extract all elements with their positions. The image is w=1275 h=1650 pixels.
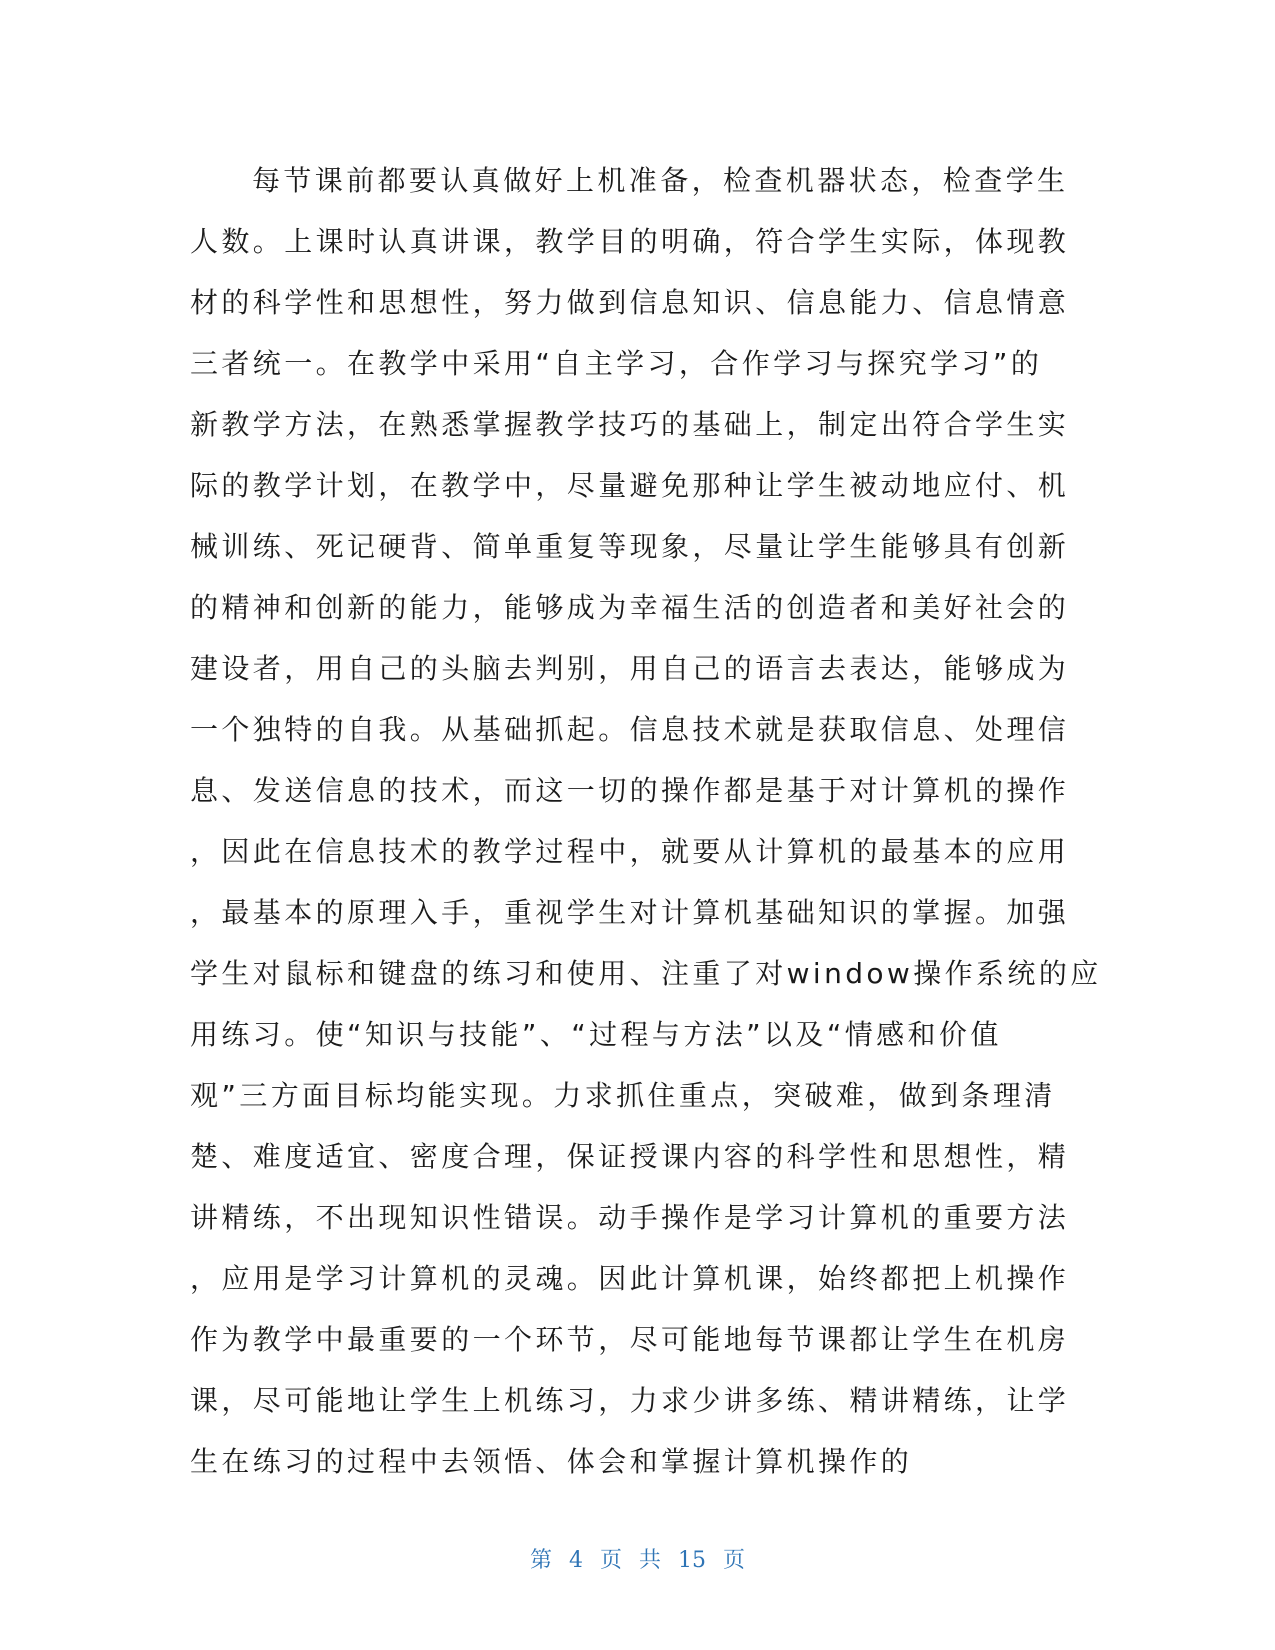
- paragraph-line-2: 人数。上课时认真讲课，教学目的明确，符合学生实际，体现教: [190, 225, 1070, 258]
- paragraph-line-19: ，应用是学习计算机的灵魂。因此计算机课，始终都把上机操作: [190, 1262, 1070, 1295]
- paragraph-line-16: 观”三方面目标均能实现。力求抓住重点，突破难，做到条理清: [190, 1079, 1056, 1112]
- page-number-footer: 第 4 页 共 15 页: [530, 1548, 745, 1573]
- paragraph-line-4: 三者统一。在教学中采用“自主学习，合作学习与探究学习”的: [190, 347, 1043, 380]
- paragraph-line-5: 新教学方法，在熟悉掌握教学技巧的基础上，制定出符合学生实: [190, 408, 1070, 441]
- paragraph-line-1: 每节课前都要认真做好上机准备，检查机器状态，检查学生: [252, 164, 1069, 197]
- paragraph-line-6: 际的教学计划，在教学中，尽量避免那种让学生被动地应付、机: [190, 469, 1070, 502]
- paragraph-line-12: ，因此在信息技术的教学过程中，就要从计算机的最基本的应用: [190, 835, 1070, 868]
- paragraph-line-11: 息、发送信息的技术，而这一切的操作都是基于对计算机的操作: [190, 774, 1070, 807]
- paragraph-line-9: 建设者，用自己的头脑去判别，用自己的语言去表达，能够成为: [190, 652, 1070, 685]
- paragraph-line-10: 一个独特的自我。从基础抓起。信息技术就是获取信息、处理信: [190, 713, 1070, 746]
- paragraph-line-21: 课，尽可能地让学生上机练习，力求少讲多练、精讲精练，让学: [190, 1384, 1070, 1417]
- paragraph-line-13: ，最基本的原理入手，重视学生对计算机基础知识的掌握。加强: [190, 896, 1070, 929]
- paragraph-line-22: 生在练习的过程中去领悟、体会和掌握计算机操作的: [190, 1445, 913, 1478]
- paragraph-line-18: 讲精练，不出现知识性错误。动手操作是学习计算机的重要方法: [190, 1201, 1070, 1234]
- paragraph-line-8: 的精神和创新的能力，能够成为幸福生活的创造者和美好社会的: [190, 591, 1070, 624]
- paragraph-line-20: 作为教学中最重要的一个环节，尽可能地每节课都让学生在机房: [190, 1323, 1070, 1356]
- body-paragraph: [190, 150, 1102, 1492]
- paragraph-line-17: 楚、难度适宜、密度合理，保证授课内容的科学性和思想性，精: [190, 1140, 1070, 1173]
- paragraph-line-7: 械训练、死记硬背、简单重复等现象，尽量让学生能够具有创新: [190, 530, 1070, 563]
- paragraph-line-3: 材的科学性和思想性，努力做到信息知识、信息能力、信息情意: [190, 286, 1070, 319]
- paragraph-line-14: 学生对鼠标和键盘的练习和使用、注重了对window操作系统的应: [190, 957, 1102, 990]
- paragraph-line-15: 用练习。使“知识与技能”、“过程与方法”以及“情感和价值: [190, 1018, 1002, 1051]
